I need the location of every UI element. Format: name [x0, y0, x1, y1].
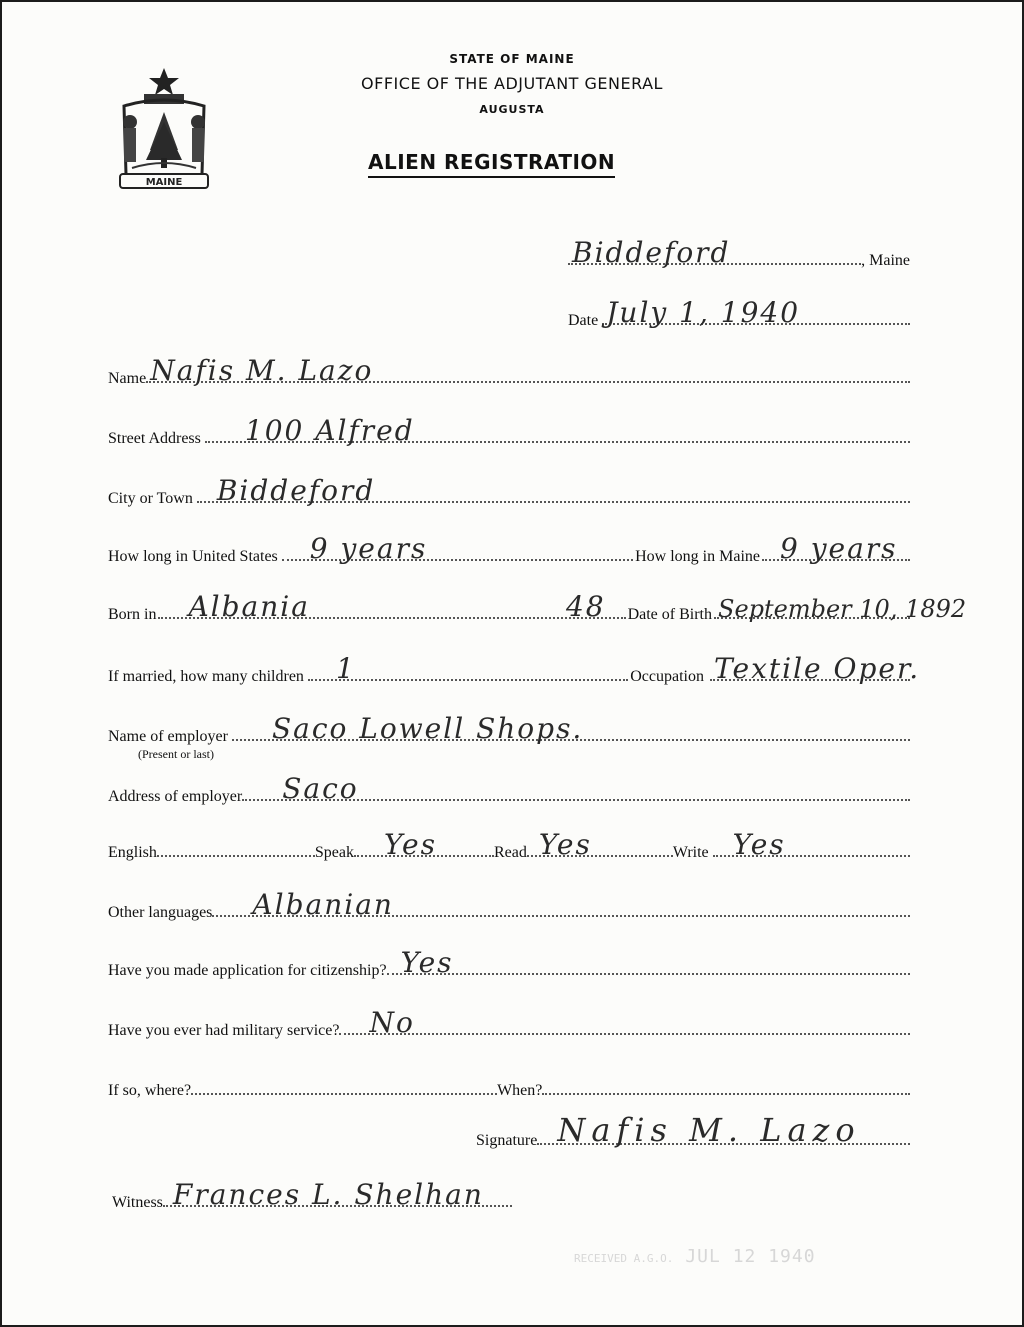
maine-years-line[interactable]	[762, 532, 910, 565]
children-value: 1	[335, 652, 356, 685]
employer-address-value: Saco	[282, 772, 359, 805]
residence-row	[108, 532, 910, 566]
military-line[interactable]	[339, 1006, 910, 1039]
city-value: Biddeford	[216, 474, 376, 507]
languages-label: Other languages	[108, 904, 213, 921]
birth-row	[108, 590, 967, 624]
military-value: No	[369, 1006, 415, 1039]
name-label: Name	[108, 370, 147, 387]
signature-label: Signature	[476, 1132, 538, 1149]
employer-address-row	[108, 772, 910, 806]
witness-row	[112, 1178, 512, 1212]
seal-banner-text: MAINE	[145, 177, 183, 188]
place-line[interactable]	[568, 236, 861, 269]
maine-years-value: 9 years	[780, 532, 898, 565]
stamp-prefix: RECEIVED A.G.O.	[574, 1252, 674, 1265]
street-label: Street Address	[108, 430, 201, 447]
employer-line[interactable]	[232, 712, 910, 745]
stamp-date: JUL 12 1940	[685, 1246, 816, 1267]
employer-sublabel: (Present or last)	[138, 747, 214, 761]
read-label: Read	[494, 844, 527, 861]
where-label: If so, where?	[108, 1082, 192, 1099]
state-heading: STATE OF MAINE	[449, 52, 575, 66]
date-line[interactable]	[602, 296, 910, 329]
place-suffix: , Maine	[861, 252, 910, 269]
born-in-label: Born in	[108, 606, 157, 623]
employer-value: Saco Lowell Shops.	[271, 712, 584, 745]
office-heading: OFFICE OF THE ADJUTANT GENERAL	[361, 74, 663, 93]
military-row	[108, 1006, 910, 1040]
citizenship-label: Have you made application for citizenship?	[108, 962, 387, 979]
dob-label: Date of Birth	[627, 606, 712, 623]
languages-line[interactable]	[212, 888, 910, 921]
maine-years-label: How long in Maine	[635, 548, 760, 565]
children-line[interactable]	[308, 652, 628, 685]
name-value: Nafis M. Lazo	[150, 354, 374, 387]
speak-line[interactable]	[354, 828, 494, 861]
city-row	[108, 474, 910, 508]
employer-address-line[interactable]	[242, 772, 910, 805]
english-label: English	[108, 844, 157, 861]
witness-label: Witness	[112, 1194, 163, 1211]
registration-form	[2, 2, 1022, 1325]
where-line[interactable]	[191, 1093, 497, 1095]
speak-value: Yes	[384, 828, 437, 861]
write-label: Write	[672, 844, 709, 861]
street-line[interactable]	[205, 414, 910, 447]
us-years-label: How long in United States	[108, 548, 278, 565]
employer-label: Name of employer	[108, 728, 228, 745]
occupation-value: Textile Oper.	[714, 652, 921, 685]
city-heading: AUGUSTA	[479, 103, 545, 116]
children-label: If married, how many children	[108, 668, 304, 685]
dob-line[interactable]	[714, 595, 967, 623]
languages-row	[108, 888, 910, 922]
place-value: Biddeford	[572, 236, 731, 269]
us-years-line[interactable]	[282, 532, 633, 565]
read-line[interactable]	[527, 828, 673, 861]
english-line[interactable]	[157, 855, 315, 857]
signature-row	[476, 1111, 910, 1150]
employer-row	[108, 712, 910, 746]
witness-line[interactable]	[163, 1178, 512, 1211]
date-value: July 1, 1940	[606, 296, 801, 329]
read-value: Yes	[538, 828, 592, 861]
street-value: 100 Alfred	[244, 414, 415, 447]
born-in-value: Albania	[188, 590, 310, 623]
languages-value: Albanian	[252, 888, 394, 921]
when-line[interactable]	[542, 1093, 910, 1095]
citizenship-line[interactable]	[387, 946, 910, 979]
family-row	[108, 652, 921, 686]
name-line[interactable]	[146, 354, 910, 387]
dob-value: September 10, 1892	[718, 595, 967, 623]
place-row	[568, 236, 910, 270]
occupation-label: Occupation	[630, 668, 704, 685]
date-row	[568, 296, 910, 330]
when-label: When?	[497, 1082, 543, 1099]
age-value: 48	[565, 590, 606, 623]
date-label: Date	[568, 312, 599, 329]
occupation-line[interactable]	[710, 652, 921, 685]
citizenship-row	[108, 946, 910, 980]
english-row	[108, 828, 910, 862]
street-row	[108, 414, 910, 448]
received-stamp	[574, 1246, 816, 1267]
service-row	[108, 1072, 910, 1100]
citizenship-value: Yes	[400, 946, 454, 979]
employer-address-label: Address of employer	[108, 788, 243, 805]
city-line[interactable]	[197, 474, 910, 507]
us-years-value: 9 years	[309, 532, 428, 565]
signature-line[interactable]	[537, 1111, 910, 1149]
signature-value: Nafis M. Lazo	[557, 1111, 861, 1149]
military-label: Have you ever had military service?	[108, 1022, 340, 1039]
speak-label: Speak	[314, 844, 354, 861]
form-title: ALIEN REGISTRATION	[368, 150, 615, 178]
write-value: Yes	[732, 828, 786, 861]
city-label: City or Town	[108, 490, 193, 507]
name-row	[108, 354, 910, 388]
write-line[interactable]	[713, 828, 910, 861]
witness-value: Frances L. Shelhan	[172, 1178, 484, 1211]
born-in-line[interactable]	[158, 590, 625, 623]
